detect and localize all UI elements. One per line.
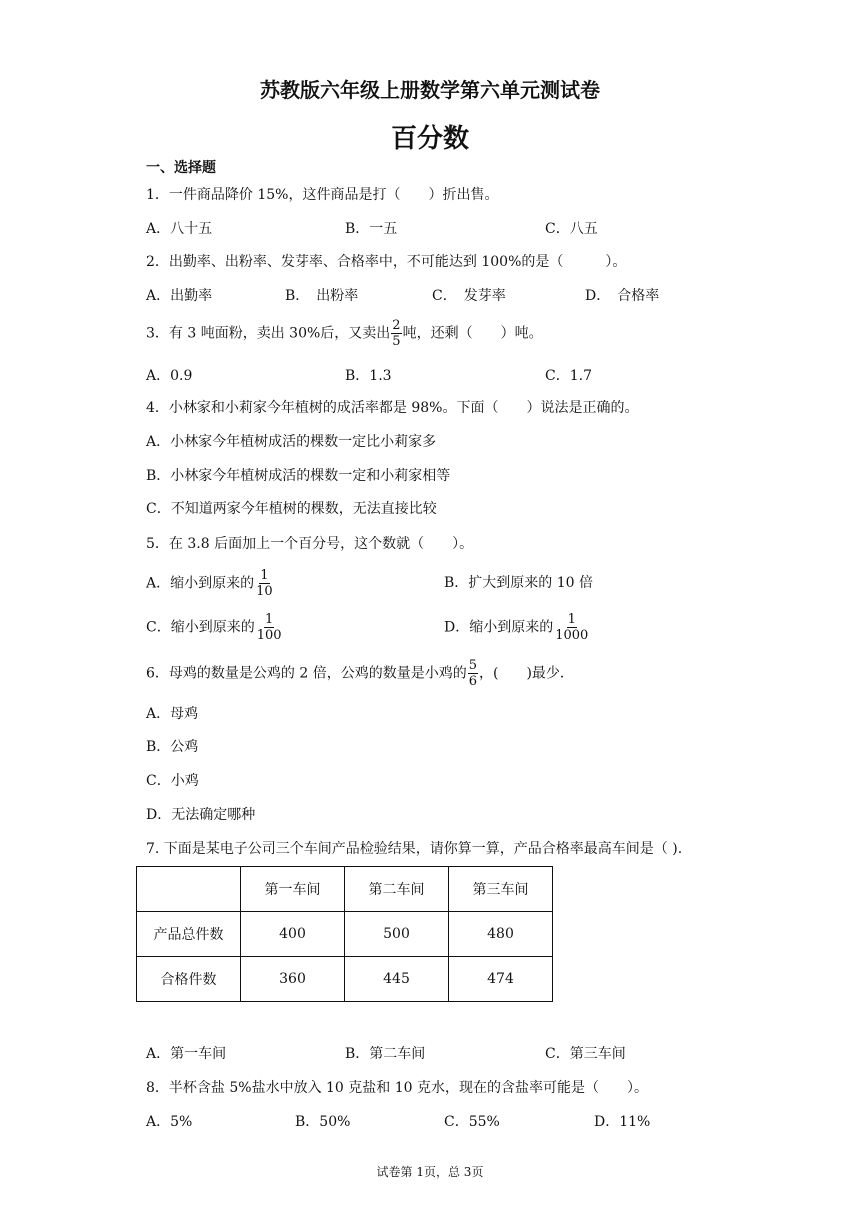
fraction-numerator: 1	[260, 568, 269, 583]
question-6-option-d: D．无法确定哪种	[146, 807, 256, 823]
question-2-option-d: D． 合格率	[585, 288, 660, 304]
question-4-option-b: B．小林家今年植树成活的棵数一定和小莉家相等	[146, 468, 451, 484]
question-2-option-c: C． 发芽率	[432, 288, 506, 304]
question-8-option-a: A．5%	[146, 1114, 193, 1130]
question-7-option-b: B．第二车间	[345, 1046, 426, 1062]
question-6-option-c: C．小鸡	[146, 773, 199, 789]
fraction	[256, 612, 283, 643]
question-8-stem: 8．半杯含盐 5%盐水中放入 10 克盐和 10 克水，现在的含盐率可能是（ ）。	[146, 1080, 648, 1096]
inspection-table	[136, 866, 553, 1002]
question-6-stem-part1: 6．母鸡的数量是公鸡的 2 倍，公鸡的数量是小鸡的	[146, 665, 467, 682]
fraction-numerator: 1	[567, 612, 576, 627]
table-cell: 500	[345, 912, 449, 957]
question-6-stem-part2: ，( )最少．	[479, 665, 574, 682]
question-7-option-a: A．第一车间	[146, 1046, 227, 1062]
question-3-option-a: A．0.9	[146, 368, 193, 384]
question-8-option-b: B．50%	[295, 1114, 351, 1130]
question-8-option-c: C．55%	[444, 1114, 500, 1130]
exam-subtitle: 百分数	[390, 124, 469, 154]
question-4-stem: 4．小林家和小莉家今年植树的成活率都是 98%。下面（ ）说法是正确的。	[146, 400, 639, 416]
table-cell: 445	[345, 957, 449, 1002]
table-cell: 360	[241, 957, 345, 1002]
table-row	[137, 912, 553, 957]
table-header-cell	[137, 867, 241, 912]
table-header-cell: 第三车间	[449, 867, 553, 912]
question-1-option-b: B．一五	[345, 221, 398, 237]
question-3-stem-part2: 吨，还剩（ ）吨。	[402, 325, 543, 342]
table-header-cell: 第二车间	[345, 867, 449, 912]
fraction-numerator: 1	[264, 612, 274, 627]
fraction-denominator: 10	[256, 584, 273, 599]
question-2-option-a: A．出勤率	[146, 288, 213, 304]
question-4-option-c: C．不知道两家今年植树的棵数，无法直接比较	[146, 501, 437, 517]
table-cell: 合格件数	[137, 957, 241, 1002]
fraction-denominator: 5	[392, 334, 401, 349]
question-5-option-b: B．扩大到原来的 10 倍	[444, 575, 594, 591]
page-footer: 试卷第 1页，总 3页	[376, 1165, 484, 1179]
fraction-denominator: 100	[256, 628, 282, 643]
question-5-stem: 5．在 3.8 后面加上一个百分号，这个数就（ ）。	[146, 536, 474, 552]
question-3-option-c: C．1.7	[545, 368, 592, 384]
question-3-stem-part1: 3．有 3 吨面粉，卖出 30%后，又卖出	[146, 325, 391, 342]
fraction-denominator: 6	[468, 674, 477, 689]
question-7-option-c: C．第三车间	[545, 1046, 626, 1062]
table-header-cell: 第一车间	[241, 867, 345, 912]
question-1-option-a: A．八十五	[146, 221, 213, 237]
question-2-stem: 2．出勤率、出粉率、发芽率、合格率中，不可能达到 100%的是（ ）。	[146, 254, 627, 270]
table-cell: 480	[449, 912, 553, 957]
question-5-option-d	[444, 612, 590, 643]
question-7-stem: 7. 下面是某电子公司三个车间产品检验结果，请你算一算，产品合格率最高车间是（ ).	[146, 841, 683, 857]
question-1-stem: 1．一件商品降价 15%，这件商品是打（ ）折出售。	[146, 187, 499, 203]
fraction-denominator: 1000	[555, 628, 589, 643]
question-6-option-b: B．公鸡	[146, 739, 199, 755]
fraction	[554, 612, 589, 643]
question-5-option-c	[146, 612, 284, 643]
table-row	[137, 957, 553, 1002]
question-6-option-a: A．母鸡	[146, 706, 199, 722]
section-heading: 一、选择题	[146, 160, 216, 176]
fraction	[468, 658, 478, 689]
option-text: A．缩小到原来的	[146, 575, 255, 592]
question-4-option-a: A．小林家今年植树成活的棵数一定比小莉家多	[146, 434, 437, 450]
question-3-option-b: B．1.3	[345, 368, 392, 384]
question-8-option-d: D．11%	[594, 1114, 651, 1130]
option-text: C．缩小到原来的	[146, 619, 255, 636]
fraction	[255, 568, 274, 599]
question-5-option-a	[146, 568, 275, 599]
question-6-stem	[146, 658, 574, 689]
question-1-option-c: C．八五	[545, 221, 598, 237]
fraction-numerator: 5	[468, 658, 477, 673]
fraction	[391, 318, 401, 349]
table-cell: 400	[241, 912, 345, 957]
table-header-row	[137, 867, 553, 912]
fraction-numerator: 2	[392, 318, 401, 333]
question-3-stem	[146, 318, 543, 349]
option-text: D．缩小到原来的	[444, 619, 554, 636]
exam-title: 苏教版六年级上册数学第六单元测试卷	[260, 78, 600, 102]
question-2-option-b: B． 出粉率	[285, 288, 359, 304]
table-cell: 474	[449, 957, 553, 1002]
table-cell: 产品总件数	[137, 912, 241, 957]
